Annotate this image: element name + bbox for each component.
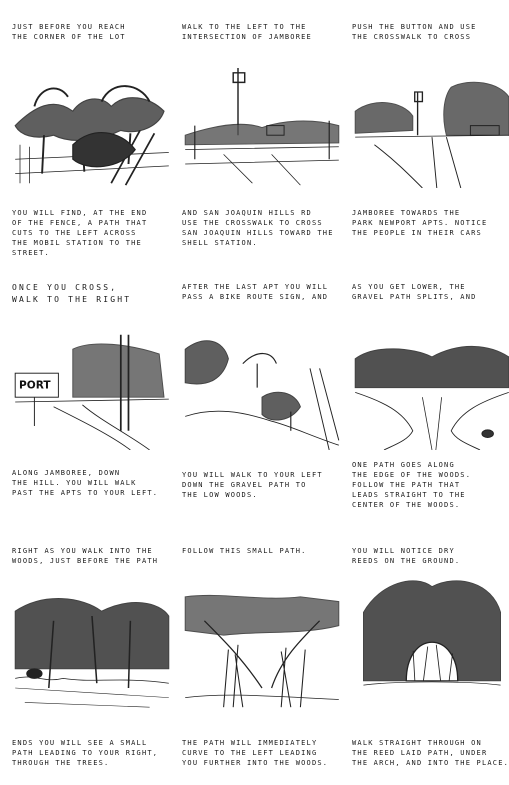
sketch-sidewalk-with-port-sign	[12, 330, 172, 450]
sketch-trees-and-fence-corner	[12, 68, 172, 188]
sketch-road-with-trees	[352, 68, 509, 188]
sketch-gravel-path-with-bushes	[182, 330, 342, 450]
port-sign-text: PORT	[19, 379, 51, 392]
panel-3-top-caption: PUSH THE BUTTON AND USE THE CROSSWALK TO CROSS	[352, 23, 477, 41]
panel-8-bottom-caption: YOU WILL WALK TO YOUR LEFT DOWN THE GRAVEL PATH TO THE LOW WOODS.	[182, 471, 323, 499]
panel-1-top-caption: JUST BEFORE YOU REACH THE CORNER OF THE LOT	[12, 23, 126, 41]
panel-2-bottom-caption: AND SAN JOAQUIN HILLS RD USE THE CROSSWALK TO CROSS SAN JOAQUIN HILLS TOWARD THE SHELL STATION.	[182, 209, 334, 247]
panel-10-top-caption: RIGHT AS YOU WALK INTO THE WOODS, JUST BEFORE THE PATH	[12, 547, 159, 565]
panel-12-top-caption: YOU WILL NOTICE DRY REEDS ON THE GROUND.	[352, 547, 461, 565]
panel-2-top-caption: WALK TO THE LEFT TO THE INTERSECTION OF JAMBOREE	[182, 23, 312, 41]
panel-4-top-caption: ONCE YOU CROSS, WALK TO THE RIGHT	[12, 283, 132, 304]
panel-9-bottom-caption: ONE PATH GOES ALONG THE EDGE OF THE WOODS. FOLLOW THE PATH THAT LEADS STRAIGHT TO THE CENTER OF THE WOODS.	[352, 461, 472, 509]
sketch-reed-arch	[352, 578, 509, 698]
panel-3-bottom-caption: JAMBOREE TOWARDS THE PARK NEWPORT APTS. NOTICE THE PEOPLE IN THEIR CARS	[352, 209, 488, 237]
sketch-forked-path-woods	[352, 330, 509, 450]
sketch-reeds-and-branches	[182, 592, 342, 712]
panel-1-bottom-caption: YOU WILL FIND, AT THE END OF THE FENCE, A PATH THAT CUTS TO THE LEFT ACROSS THE MOBIL STATION TO THE STREET.	[12, 209, 148, 257]
panel-11-bottom-caption: THE PATH WILL IMMEDIATELY CURVE TO THE LEFT LEADING YOU FURTHER INTO THE WOODS.	[182, 739, 329, 767]
panel-10-bottom-caption: ENDS YOU WILL SEE A SMALL PATH LEADING TO YOUR RIGHT, THROUGH THE TREES.	[12, 739, 159, 767]
sketch-woods-entrance	[12, 592, 172, 712]
panel-5-top-caption: AFTER THE LAST APT YOU WILL PASS A BIKE ROUTE SIGN, AND	[182, 283, 329, 301]
sketch-intersection-with-traffic-light	[182, 68, 342, 188]
panel-7-bottom-caption: ALONG JAMBOREE, DOWN THE HILL. YOU WILL WALK PAST THE APTS TO YOUR LEFT.	[12, 469, 159, 497]
panel-11-top-caption: FOLLOW THIS SMALL PATH.	[182, 547, 307, 555]
panel-12-bottom-caption: WALK STRAIGHT THROUGH ON THE REED LAID PATH, UNDER THE ARCH, AND INTO THE PLACE.	[352, 739, 509, 767]
panel-6-top-caption: AS YOU GET LOWER, THE GRAVEL PATH SPLITS, AND	[352, 283, 477, 301]
